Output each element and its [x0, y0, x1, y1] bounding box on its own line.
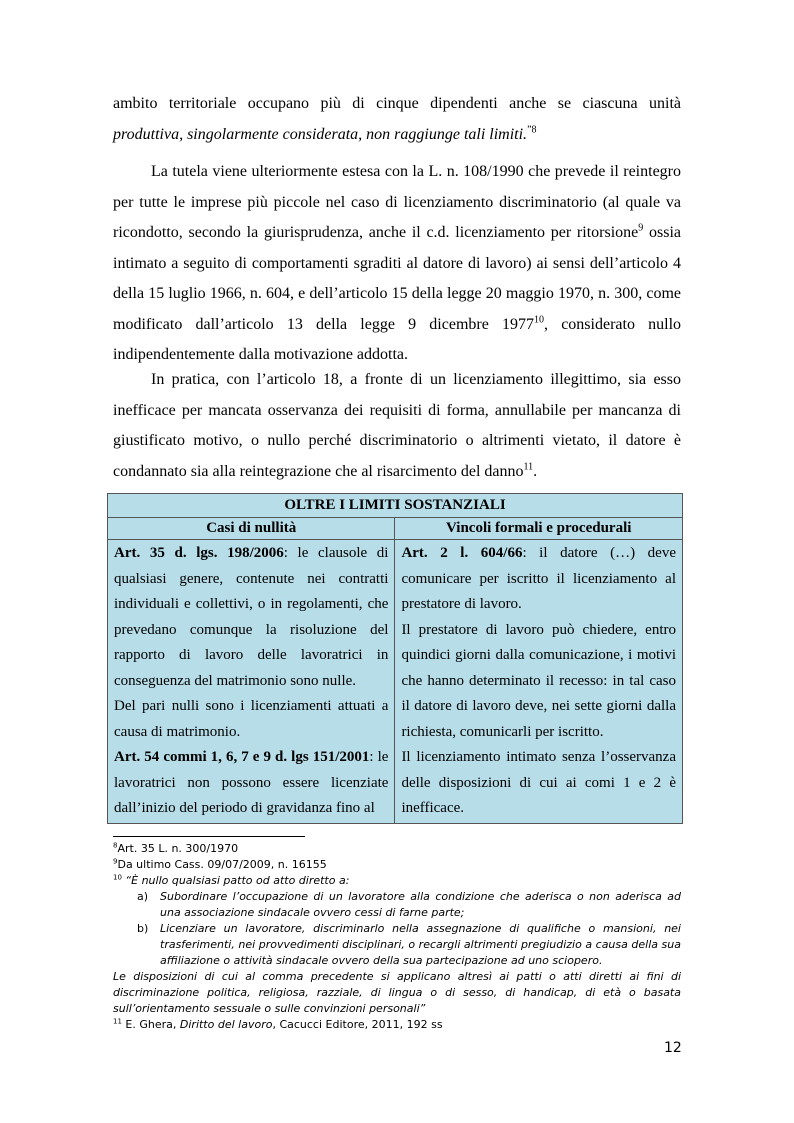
nullity-cell [108, 540, 395, 824]
column-header-nullity: Casi di nullità [108, 518, 395, 540]
footnote-9: $^9$Da ultimo Cass. 09/07/2009, n. 16155 [113, 857, 327, 871]
footnote-10-list [113, 889, 681, 969]
p2-text-c: , considerato nullo indipendentemente dalla motivazione addotta. [113, 315, 682, 363]
p3-end: . [533, 462, 538, 480]
nullity-text-2: Del pari nulli sono i licenziamenti attuati a causa di matrimonio. [114, 698, 389, 740]
paragraph-3 [113, 365, 681, 487]
p1-close-quote: ” [527, 124, 532, 136]
footnotes [113, 841, 681, 1033]
nullity-text-1: : le clausole di qualsiasi genere, contenute nei contratti individuali e collettivi, o in regolamenti, che prevedano comunque la risoluzione del rapporto di lavoro delle lavoratrici in conseguenza del matrimonio sono nulle. [114, 545, 389, 689]
footnote-ref-9[interactable]: 9 [638, 222, 644, 234]
footnote-ref-8[interactable]: 8 [531, 124, 537, 136]
nullity-ref-2: Art. 54 commi 1, 6, 7 e 9 d. lgs 151/2001 [114, 749, 370, 765]
limits-table [107, 493, 683, 824]
table-title: OLTRE I LIMITI SOSTANZIALI [108, 494, 683, 518]
page-number: 12 [664, 1040, 682, 1056]
paragraph-1 [113, 89, 681, 150]
footnote-ref-11[interactable]: 11 [523, 461, 534, 473]
footnote-8: $^8$Art. 35 L. n. 300/1970 [113, 841, 239, 855]
footnote-10-intro: “È nullo qualsiasi patto od atto diretto a: [125, 874, 350, 887]
formal-ref-1: Art. 2 l. 604/66 [401, 545, 523, 561]
column-header-formal: Vincoli formali e procedurali [395, 518, 683, 540]
footnote-11: $^{11}$ E. Ghera, Diritto del lavoro, Cacucci Editore, 2011, 192 ss [113, 1017, 443, 1031]
formal-cell [395, 540, 683, 824]
list-item: b) Licenziare un lavoratore, discriminarlo nella assegnazione di qualifiche o mansioni, nei trasferimenti, nei provvedimenti disciplinari, o recargli altrimenti pregiudizio a causa della sua affiliazione o attività sindacale ovvero della sua partecipazione ad uno sciopero. [137, 922, 681, 967]
p2-text-b: ossia intimato a seguito di comportamenti sgraditi al datore di lavoro) ai sensi dell’articolo 4 della 15 luglio 1966, n. 604, e dell’articolo 15 della legge 20 maggio 1970, n. 300, come modificato dall’articolo 13 della legge 9 dicembre 1977 [113, 224, 682, 333]
p1-text: ambito territoriale occupano più di cinque dipendenti anche se ciascuna unità [113, 95, 681, 112]
list-item: a) Subordinare l’occupazione di un lavoratore alla condizione che aderisca o non aderisca ad una associazione sindacale ovvero cessi di farne parte; [137, 890, 681, 919]
paragraph-2 [113, 157, 681, 371]
formal-text-1: : il datore (…) deve comunicare per iscritto il licenziamento al prestatore di lavoro. [401, 545, 676, 612]
footnote-10-tail: Le disposizioni di cui al comma precedente si applicano altresì ai patti o atti diretti ai fini di discriminazione politica, religiosa, razziale, di lingua o di sesso, di handicap, di età o basata sull’orientamento sessuale o sulle convinzioni personali” [113, 970, 681, 1015]
footnote-ref-10[interactable]: 10 [534, 314, 545, 326]
nullity-ref-1: Art. 35 d. lgs. 198/2006 [114, 545, 284, 561]
p1-italic-text: produttiva, singolarmente considerata, non raggiunge tali limiti. [113, 125, 528, 143]
p2-text-a: La tutela viene ulteriormente estesa con la L. n. 108/1990 che prevede il reintegro per tutte le imprese più piccole nel caso di licenziamento discriminatorio (al quale va ricondotto, secondo la giurisprudenza, anche il c.d. licenziamento per ritorsione [113, 163, 681, 241]
formal-text-2: Il prestatore di lavoro può chiedere, entro quindici giorni dalla comunicazione, i motivi che hanno determinato il recesso: in tal caso il datore di lavoro deve, nei sette giorni dalla richiesta, comunicarli per iscritto. [401, 621, 676, 740]
footnote-separator [113, 836, 305, 837]
formal-text-3: Il licenziamento intimato senza l’osservanza delle disposizioni di cui ai comi 1 e 2 è inefficace. [401, 749, 676, 816]
p3-text: In pratica, con l’articolo 18, a fronte di un licenziamento illegittimo, sia esso inefficace per mancata osservanza dei requisiti di forma, annullabile per mancanza di giustificato motivo, o nullo perché discriminatorio o altrimenti vietato, il datore è condannato sia alla reintegrazione che al risarcimento del danno [113, 371, 681, 480]
footnote-10: $^{10}$ “È nullo qualsiasi patto od atto diretto a: [113, 873, 350, 887]
nullity-text-3: : le lavoratrici non possono essere licenziate dall’inizio del periodo di gravidanza fino al [114, 749, 389, 816]
